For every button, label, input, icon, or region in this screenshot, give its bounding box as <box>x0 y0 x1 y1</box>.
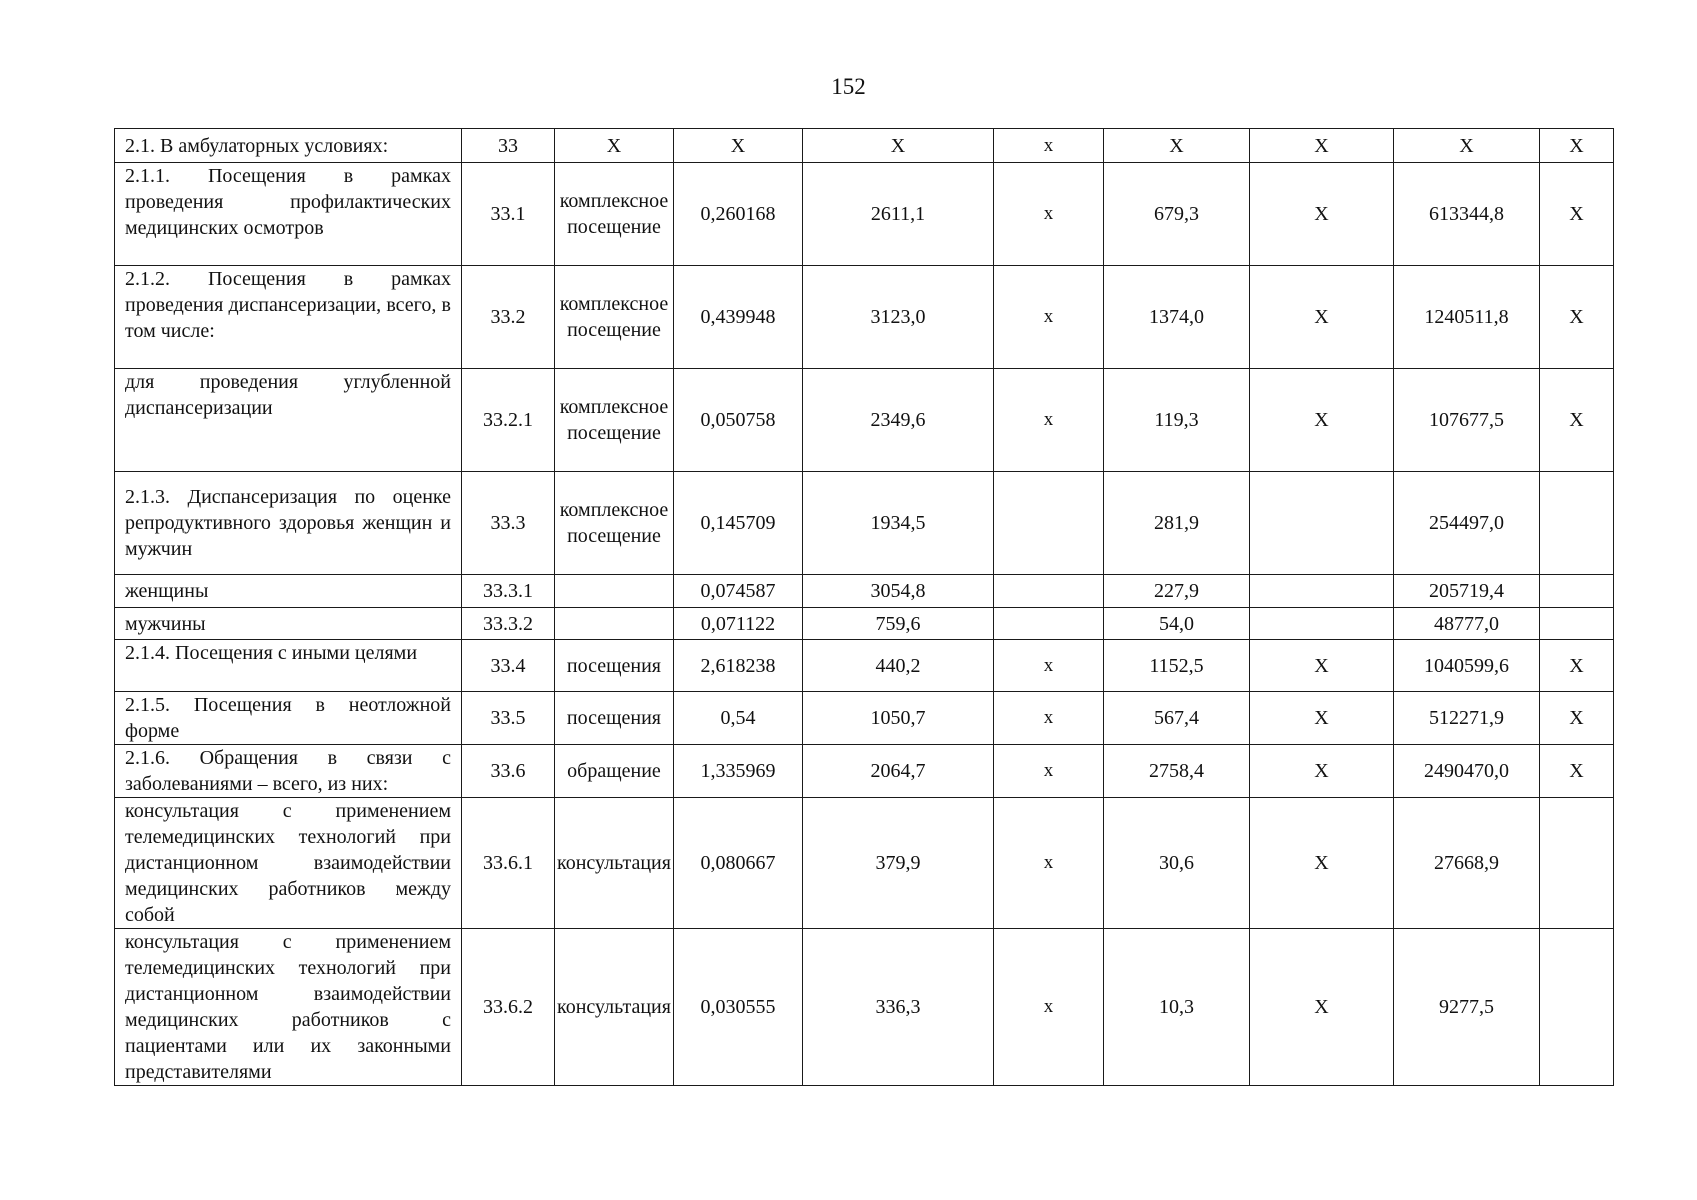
row-col10 <box>1539 575 1613 608</box>
row-col7: 1374,0 <box>1103 266 1249 369</box>
row-name: 2.1. В амбулаторных условиях: <box>115 129 462 163</box>
row-name: женщины <box>115 575 462 608</box>
row-unit: консультация <box>555 929 674 1086</box>
row-col8: Х <box>1249 163 1393 266</box>
row-name: 2.1.3. Диспансеризация по оценке репродуктивного здоровья женщин и мужчин <box>115 472 462 575</box>
row-col9: 27668,9 <box>1393 798 1539 929</box>
row-col10: Х <box>1539 369 1613 472</box>
row-col10 <box>1539 608 1613 640</box>
page-number: 152 <box>831 74 866 99</box>
row-col7: 2758,4 <box>1103 745 1249 798</box>
table-row <box>115 472 1614 575</box>
row-code: 33 <box>462 129 555 163</box>
row-col8 <box>1249 608 1393 640</box>
row-code: 33.4 <box>462 640 555 692</box>
row-col6: х <box>993 692 1103 745</box>
table-row <box>115 575 1614 608</box>
row-col5: 3123,0 <box>802 266 993 369</box>
row-col5: 440,2 <box>802 640 993 692</box>
row-col8: Х <box>1249 692 1393 745</box>
row-col8: Х <box>1249 266 1393 369</box>
row-col8: Х <box>1249 929 1393 1086</box>
row-col5: 336,3 <box>802 929 993 1086</box>
row-col7: 679,3 <box>1103 163 1249 266</box>
row-name: 2.1.1. Посещения в рамках проведения профилактических медицинских осмотров <box>115 163 462 266</box>
row-col6: х <box>993 929 1103 1086</box>
row-name: 2.1.5. Посещения в неотложной форме <box>115 692 462 745</box>
row-code: 33.5 <box>462 692 555 745</box>
row-col10: Х <box>1539 745 1613 798</box>
row-unit: комплексное посещение <box>555 472 674 575</box>
row-col4: 2,618238 <box>673 640 802 692</box>
row-col4: 0,439948 <box>673 266 802 369</box>
row-col7: Х <box>1103 129 1249 163</box>
row-col5: 759,6 <box>802 608 993 640</box>
row-col6: х <box>993 640 1103 692</box>
row-col10: Х <box>1539 129 1613 163</box>
row-unit <box>555 608 674 640</box>
row-col4: 0,145709 <box>673 472 802 575</box>
row-col5: 1934,5 <box>802 472 993 575</box>
row-col6: х <box>993 745 1103 798</box>
row-col9: 205719,4 <box>1393 575 1539 608</box>
row-col10 <box>1539 798 1613 929</box>
row-col9: 1240511,8 <box>1393 266 1539 369</box>
row-col5: 1050,7 <box>802 692 993 745</box>
row-name: 2.1.4. Посещения с иными целями <box>115 640 462 692</box>
row-name: 2.1.2. Посещения в рамках проведения диспансеризации, всего, в том числе: <box>115 266 462 369</box>
row-name: консультация с применением телемедицинских технологий при дистанционном взаимодействии медицинских работников между собой <box>115 798 462 929</box>
row-col8 <box>1249 472 1393 575</box>
row-unit <box>555 575 674 608</box>
table-row <box>115 608 1614 640</box>
row-code: 33.3.2 <box>462 608 555 640</box>
row-unit: консультация <box>555 798 674 929</box>
row-col7: 227,9 <box>1103 575 1249 608</box>
table-row <box>115 266 1614 369</box>
row-name: 2.1.6. Обращения в связи с заболеваниями – всего, из них: <box>115 745 462 798</box>
row-name: для проведения углубленной диспансеризации <box>115 369 462 472</box>
table-row <box>115 369 1614 472</box>
row-col10: Х <box>1539 266 1613 369</box>
row-col7: 54,0 <box>1103 608 1249 640</box>
row-col9: 9277,5 <box>1393 929 1539 1086</box>
row-col9: 254497,0 <box>1393 472 1539 575</box>
row-col9: 2490470,0 <box>1393 745 1539 798</box>
row-unit: посещения <box>555 640 674 692</box>
row-col6 <box>993 472 1103 575</box>
row-col10 <box>1539 472 1613 575</box>
row-col4: 1,335969 <box>673 745 802 798</box>
row-col5: 2064,7 <box>802 745 993 798</box>
row-col10: Х <box>1539 163 1613 266</box>
row-col9: 107677,5 <box>1393 369 1539 472</box>
row-col7: 1152,5 <box>1103 640 1249 692</box>
row-col9: 512271,9 <box>1393 692 1539 745</box>
row-col6: х <box>993 129 1103 163</box>
row-unit: посещения <box>555 692 674 745</box>
row-col7: 281,9 <box>1103 472 1249 575</box>
row-name: консультация с применением телемедицинских технологий при дистанционном взаимодействии медицинских работников с пациентами или их законными представителями <box>115 929 462 1086</box>
row-col4: 0,260168 <box>673 163 802 266</box>
row-col8: Х <box>1249 745 1393 798</box>
row-col8: Х <box>1249 640 1393 692</box>
row-code: 33.1 <box>462 163 555 266</box>
table-row <box>115 692 1614 745</box>
row-unit: комплексное посещение <box>555 163 674 266</box>
row-unit: комплексное посещение <box>555 369 674 472</box>
table-row <box>115 929 1614 1086</box>
row-col8: Х <box>1249 129 1393 163</box>
row-col8: Х <box>1249 798 1393 929</box>
row-col6: х <box>993 369 1103 472</box>
table-row <box>115 640 1614 692</box>
row-unit: обращение <box>555 745 674 798</box>
row-col6: х <box>993 266 1103 369</box>
row-unit: Х <box>555 129 674 163</box>
row-code: 33.3.1 <box>462 575 555 608</box>
row-unit: комплексное посещение <box>555 266 674 369</box>
table-row <box>115 129 1614 163</box>
row-col4: Х <box>673 129 802 163</box>
row-col6 <box>993 608 1103 640</box>
row-col7: 567,4 <box>1103 692 1249 745</box>
table-row <box>115 745 1614 798</box>
row-col5: 2611,1 <box>802 163 993 266</box>
row-col4: 0,050758 <box>673 369 802 472</box>
row-code: 33.3 <box>462 472 555 575</box>
row-code: 33.6.1 <box>462 798 555 929</box>
row-col8 <box>1249 575 1393 608</box>
row-col5: Х <box>802 129 993 163</box>
row-col4: 0,030555 <box>673 929 802 1086</box>
row-col7: 30,6 <box>1103 798 1249 929</box>
row-code: 33.2.1 <box>462 369 555 472</box>
row-col7: 10,3 <box>1103 929 1249 1086</box>
row-col10: Х <box>1539 692 1613 745</box>
row-col9: 613344,8 <box>1393 163 1539 266</box>
row-col6: х <box>993 163 1103 266</box>
row-col10: Х <box>1539 640 1613 692</box>
row-col10 <box>1539 929 1613 1086</box>
row-col5: 379,9 <box>802 798 993 929</box>
row-name: мужчины <box>115 608 462 640</box>
row-col6 <box>993 575 1103 608</box>
row-col5: 2349,6 <box>802 369 993 472</box>
row-col9: 48777,0 <box>1393 608 1539 640</box>
table-row <box>115 163 1614 266</box>
row-col6: х <box>993 798 1103 929</box>
row-code: 33.2 <box>462 266 555 369</box>
row-col4: 0,54 <box>673 692 802 745</box>
row-col5: 3054,8 <box>802 575 993 608</box>
row-col4: 0,074587 <box>673 575 802 608</box>
row-col4: 0,080667 <box>673 798 802 929</box>
row-col7: 119,3 <box>1103 369 1249 472</box>
row-code: 33.6.2 <box>462 929 555 1086</box>
row-col4: 0,071122 <box>673 608 802 640</box>
row-col9: Х <box>1393 129 1539 163</box>
row-col9: 1040599,6 <box>1393 640 1539 692</box>
row-code: 33.6 <box>462 745 555 798</box>
row-col8: Х <box>1249 369 1393 472</box>
table-row <box>115 798 1614 929</box>
data-table <box>114 128 1614 1086</box>
